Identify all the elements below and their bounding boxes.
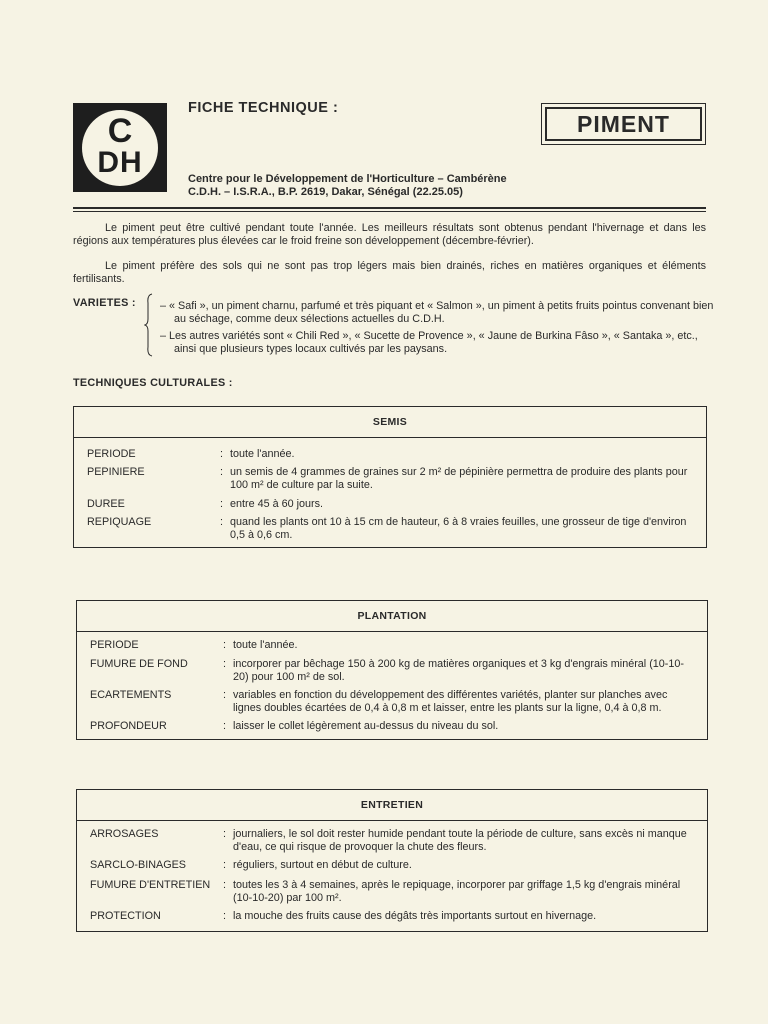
row-colon: : [220, 498, 223, 510]
intro-paragraph-2: Le piment préfère des sols qui ne sont pas trop légers mais bien drainés, riches en matières organiques et éléments fertilisants. [73, 260, 706, 285]
row-colon: : [220, 448, 223, 460]
row-value: toute l'année. [230, 448, 295, 460]
fiche-title: FICHE TECHNIQUE : [188, 100, 339, 116]
row-colon: : [223, 639, 226, 651]
section-title: PLANTATION [77, 601, 707, 632]
intro-paragraph-1: Le piment peut être cultivé pendant toute l'année. Les meilleurs résultats sont obtenus pendant l'hivernage et dans les régions aux températures plus élevées car le froid freine son développement (décembre-février). [73, 222, 706, 247]
brace-icon [144, 293, 154, 357]
section-entretien [76, 789, 708, 932]
logo-letters-dh: DH [97, 146, 143, 179]
center-name: Centre pour le Développement de l'Horticulture – Cambérène [188, 173, 507, 185]
row-colon: : [223, 859, 226, 871]
section-title: SEMIS [74, 407, 706, 438]
row-value: toutes les 3 à 4 semaines, après le repiquage, incorporer par griffage 1,5 kg d'engrais minéral (10-10-20) par 100 m². [233, 879, 681, 904]
section-plantation [76, 600, 708, 740]
logo-letter-c: C [107, 112, 133, 150]
row-colon: : [223, 910, 226, 922]
row-label: FUMURE D'ENTRETIEN [90, 879, 211, 891]
row-value: variables en fonction du développement des différentes variétés, planter sur planches avec lignes doubles écartées de 0,4 à 0,8 m et laisser, entre les plants sur la ligne, 0,4 à 0,8 m. [233, 689, 668, 714]
row-label: DUREE [87, 498, 125, 510]
row-label: PEPINIERE [87, 466, 145, 478]
row-value: laisser le collet légèrement au-dessus du niveau du sol. [233, 720, 499, 732]
header-rule-thin [73, 211, 706, 212]
row-value: quand les plants ont 10 à 15 cm de hauteur, 6 à 8 vraies feuilles, une grosseur de tige d'environ 0,5 à 0,6 cm. [230, 516, 687, 541]
row-value: la mouche des fruits cause des dégâts très importants surtout en hivernage. [233, 910, 597, 922]
row-label: ECARTEMENTS [90, 689, 172, 701]
row-colon: : [223, 879, 226, 891]
row-colon: : [220, 516, 223, 528]
row-label: PROTECTION [90, 910, 161, 922]
row-colon: : [223, 689, 226, 701]
techniques-label: TECHNIQUES CULTURALES : [73, 377, 233, 389]
row-label: REPIQUAGE [87, 516, 152, 528]
row-value: réguliers, surtout en début de culture. [233, 859, 412, 871]
row-value: toute l'année. [233, 639, 298, 651]
center-address: C.D.H. – I.S.R.A., B.P. 2619, Dakar, Sénégal (22.25.05) [188, 186, 463, 198]
header-rule-thick [73, 207, 706, 209]
row-label: ARROSAGES [90, 828, 159, 840]
row-colon: : [220, 466, 223, 478]
row-label: PERIODE [90, 639, 139, 651]
row-label: FUMURE DE FOND [90, 658, 188, 670]
row-label: PROFONDEUR [90, 720, 167, 732]
row-value: journaliers, le sol doit rester humide pendant toute la période de culture, sans excès ni manque d'eau, ce qui risque de provoquer la chute des fleurs. [233, 828, 687, 853]
row-value: entre 45 à 60 jours. [230, 498, 324, 510]
row-label: SARCLO-BINAGES [90, 859, 186, 871]
row-colon: : [223, 828, 226, 840]
row-label: PERIODE [87, 448, 136, 460]
variety-item: – « Safi », un piment charnu, parfumé et très piquant et « Salmon », un piment à petits fruits pointus convenant bien au séchage, comme deux sélections actuelles du C.D.H. [160, 300, 714, 325]
product-title-box [541, 103, 706, 145]
row-colon: : [223, 720, 226, 732]
section-semis [73, 406, 707, 548]
row-value: incorporer par bêchage 150 à 200 kg de matières organiques et 3 kg d'engrais minéral (10-10-20) pour 100 m² de sol. [233, 658, 685, 683]
section-title: ENTRETIEN [77, 790, 707, 821]
variety-item: – Les autres variétés sont « Chili Red », « Sucette de Provence », « Jaune de Burkina Fâso », « Santaka », etc., ainsi que plusieurs types locaux cultivés par les paysans. [160, 330, 698, 355]
row-colon: : [223, 658, 226, 670]
product-title: PIMENT [545, 107, 702, 141]
varietes-label: VARIETES : [73, 297, 136, 309]
cdh-logo [73, 103, 167, 192]
row-value: un semis de 4 grammes de graines sur 2 m² de pépinière permettra de produire des plants pour 100 m² de culture par la suite. [230, 466, 688, 491]
